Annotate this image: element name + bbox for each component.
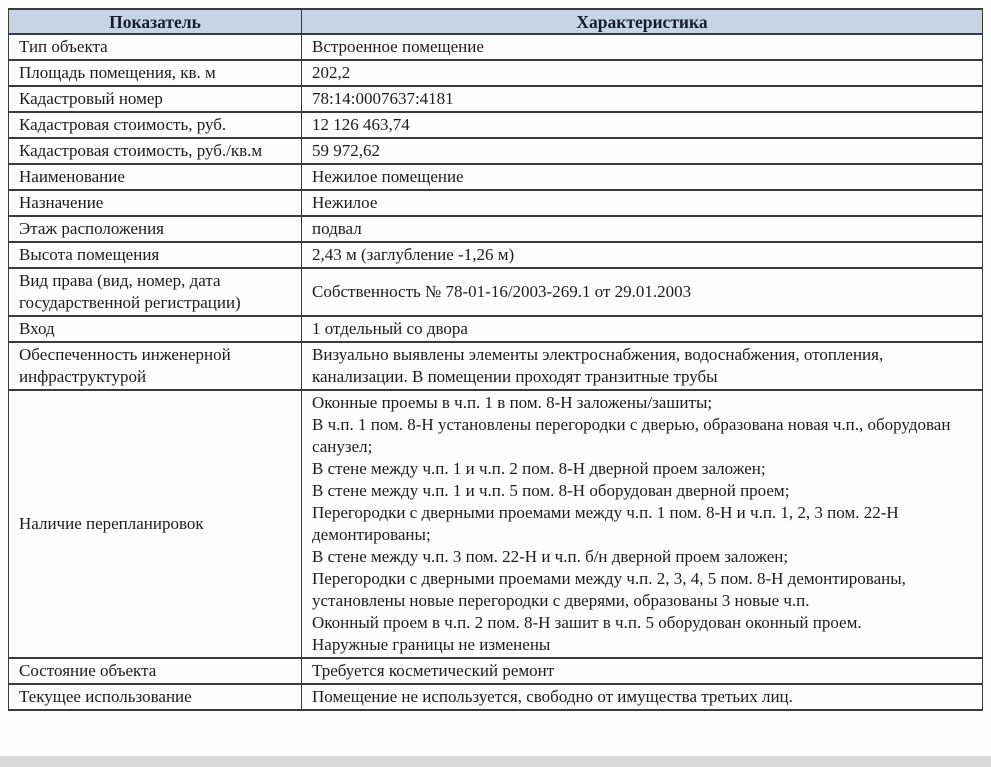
table-row-area <box>9 60 983 86</box>
table-row-name <box>9 164 983 190</box>
row-value: 78:14:0007637:4181 <box>302 86 983 112</box>
table-row-object-type <box>9 34 983 60</box>
table-row-floor <box>9 216 983 242</box>
row-value: Помещение не используется, свободно от имущества третьих лиц. <box>302 684 983 710</box>
column-header-indicator: Показатель <box>9 9 302 34</box>
table-row-entrance <box>9 316 983 342</box>
row-label: Этаж расположения <box>9 216 302 242</box>
table-row-purpose <box>9 190 983 216</box>
table-row-condition <box>9 658 983 684</box>
row-value: Встроенное помещение <box>302 34 983 60</box>
row-label: Вид права (вид, номер, дата государственной регистрации) <box>9 268 302 316</box>
row-value: Требуется косметический ремонт <box>302 658 983 684</box>
row-value: 12 126 463,74 <box>302 112 983 138</box>
table-row-current-use <box>9 684 983 710</box>
row-label: Кадастровый номер <box>9 86 302 112</box>
table-row-height <box>9 242 983 268</box>
row-label: Наименование <box>9 164 302 190</box>
row-label: Кадастровая стоимость, руб./кв.м <box>9 138 302 164</box>
row-value: 2,43 м (заглубление -1,26 м) <box>302 242 983 268</box>
table-row-cadastral-number <box>9 86 983 112</box>
row-value: 59 972,62 <box>302 138 983 164</box>
table-row-infrastructure <box>9 342 983 390</box>
table-header-row <box>9 9 983 34</box>
row-value: подвал <box>302 216 983 242</box>
table-row-cadastral-value <box>9 112 983 138</box>
row-label: Наличие перепланировок <box>9 390 302 658</box>
row-label: Высота помещения <box>9 242 302 268</box>
row-label: Обеспеченность инженерной инфраструктурой <box>9 342 302 390</box>
row-value: Нежилое <box>302 190 983 216</box>
row-value: Визуально выявлены элементы электроснабжения, водоснабжения, отопления, канализации. В помещении проходят транзитные трубы <box>302 342 983 390</box>
row-label: Состояние объекта <box>9 658 302 684</box>
table-row-ownership <box>9 268 983 316</box>
table-row-redevelopment <box>9 390 983 658</box>
row-label: Кадастровая стоимость, руб. <box>9 112 302 138</box>
column-header-characteristic: Характеристика <box>302 9 983 34</box>
row-value-multiline: Оконные проемы в ч.п. 1 в пом. 8-Н заложены/зашиты; В ч.п. 1 пом. 8-Н установлены перегородки с дверью, образована новая ч.п., оборудован санузел; В стене между ч.п. 1 и ч.п. 2 пом. 8-Н дверной проем заложен; В стене между ч.п. 1 и ч.п. 5 пом. 8-Н оборудован дверной проем; Перегородки с дверными проемами между ч.п. 1 пом. 8-Н и ч.п. 1, 2, 3 пом. 22-Н демонтированы; В стене между ч.п. 3 пом. 22-Н и ч.п. б/н дверной проем заложен; Перегородки с дверными проемами между ч.п. 2, 3, 4, 5 пом. 8-Н демонтированы, установлены новые перегородки с дверями, образованы 3 новые ч.п. Оконный проем в ч.п. 2 пом. 8-Н зашит в ч.п. 5 оборудован оконный проем. Наружные границы не изменены <box>302 390 983 658</box>
row-value: 1 отдельный со двора <box>302 316 983 342</box>
row-value: Собственность № 78-01-16/2003-269.1 от 29.01.2003 <box>302 268 983 316</box>
row-label: Площадь помещения, кв. м <box>9 60 302 86</box>
row-label: Вход <box>9 316 302 342</box>
row-value: Нежилое помещение <box>302 164 983 190</box>
bottom-gray-strip <box>0 756 991 767</box>
row-label: Тип объекта <box>9 34 302 60</box>
property-characteristics-table <box>8 8 983 711</box>
row-label: Текущее использование <box>9 684 302 710</box>
row-label: Назначение <box>9 190 302 216</box>
row-value: 202,2 <box>302 60 983 86</box>
table-row-cadastral-value-per-sqm <box>9 138 983 164</box>
